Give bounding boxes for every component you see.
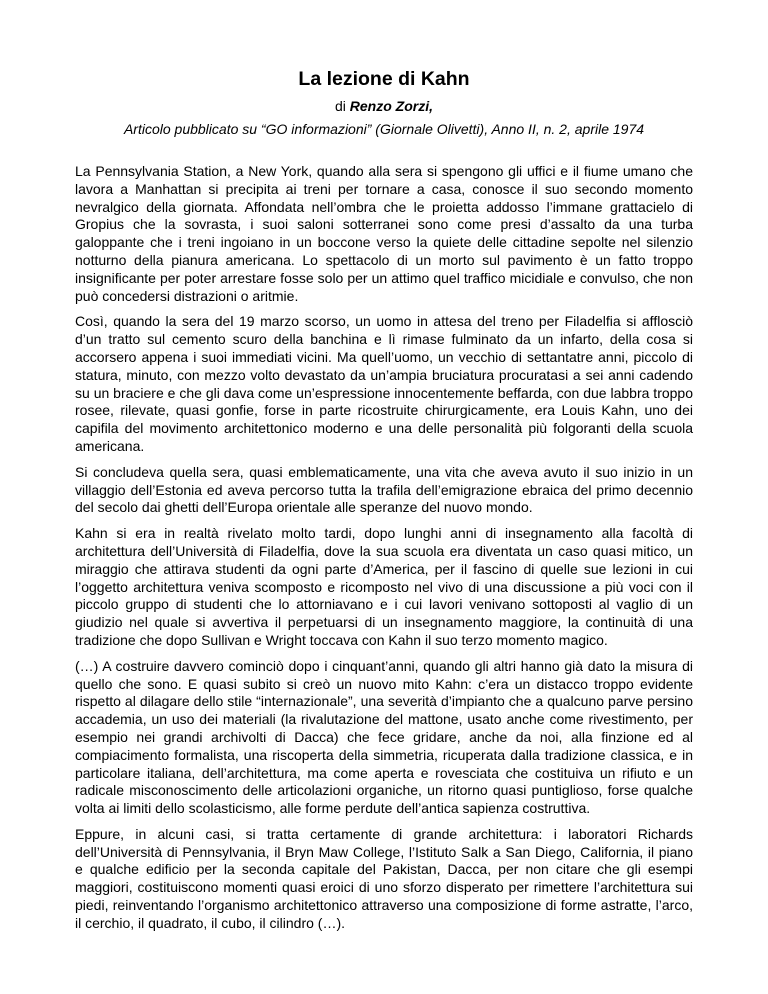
byline-suffix: , — [429, 98, 434, 114]
article-body — [75, 163, 693, 933]
paragraph-6: Eppure, in alcuni casi, si tratta certamente di grande architettura: i laboratori Richards dell’Università di Pennsylvania, il Bryn Maw College, l’Istituto Salk a San Diego, California, il piano e qualche edificio per la seconda capitale del Pakistan, Dacca, per non citare che gli esempi maggiori, costituiscono momenti quasi eroici di uno sforzo disperato per rimettere l’architettura sui piedi, reinventando l’organismo architettonico attraverso una composizione di forme astratte, l’arco, il cerchio, il quadrato, il cubo, il cilindro (…). — [75, 825, 693, 931]
paragraph-3: Si concludeva quella sera, quasi emblematicamente, una vita che aveva avuto il suo inizio in un villaggio dell’Estonia ed aveva percorso tutta la trafila dell’emigrazione ebraica del primo decennio del secolo dai ghetti dell’Europa orientale alle speranze del nuovo mondo. — [75, 463, 693, 516]
publication-source: Articolo pubblicato su “GO informazioni” (Giornale Olivetti), Anno II, n. 2, aprile 1974 — [123, 121, 645, 137]
byline — [75, 97, 693, 115]
paragraph-1: La Pennsylvania Station, a New York, quando alla sera si spengono gli uffici e il fiume umano che lavora a Manhattan si precipita ai treni per tornare a casa, conosce il suo secondo momento nevralgico della giornata. Affondata nell’ombra che le proietta addosso l’immane grattacielo di Gropius che la sovrasta, i suoi saloni sotterranei sono come presi d’assalto da una turba galoppante che i treni ingoiano in un boccone verso la quiete delle cittadine sepolte nel silenzio notturno della pianura americana. Lo spettacolo di un morto sul pavimento è un fatto troppo insignificante per poter arrestare fosse solo per un attimo quel traffico micidiale e convulso, che non può concedersi distrazioni o aritmie. — [75, 163, 693, 304]
byline-prefix: di — [334, 98, 350, 114]
paragraph-2: Così, quando la sera del 19 marzo scorso, un uomo in attesa del treno per Filadelfia si afflosciò d’un tratto sul cemento scuro della banchina e lì rimase fulminato da un infarto, della cosa si accorsero appena i suoi immediati vicini. Ma quell’uomo, un vecchio di settantatre anni, piccolo di statura, minuto, con mezzo volto devastato da un’ampia bruciatura procuratasi a sei anni cadendo su un braciere e che gli dava come un’espressione innocentemente beffarda, con due labbra troppo rosee, rilevate, quasi gonfie, forse in parte ricostruite chirurgicamente, era Louis Kahn, uno dei capifila del movimento architettonico moderno e una delle personalità più folgoranti della scuola americana. — [75, 313, 693, 454]
paragraph-4: Kahn si era in realtà rivelato molto tardi, dopo lunghi anni di insegnamento alla facoltà di architettura dell’Università di Filadelfia, dove la sua scuola era diventata un caso quasi mitico, un miraggio che attirava studenti da ogni parte d’America, per il fascino di quelle sue lezioni in cui l’oggetto architettura veniva scomposto e ricomposto nel vivo di una discussione a più voci con il piccolo gruppo di studenti che lo attorniavano e i cui lavori venivano sottoposti al vaglio di un giudizio nel quale si avvertiva il perpetuarsi di un insegnamento maggiore, la continuità di una tradizione che dopo Sullivan e Wright toccava con Kahn il suo terzo momento magico. — [75, 525, 693, 648]
author-name: Renzo Zorzi — [349, 98, 430, 114]
paragraph-5: (…) A costruire davvero cominciò dopo i cinquant’anni, quando gli altri hanno già dato la misura di quello che sono. E quasi subito si creò un nuovo mito Kahn: c’era un distacco troppo evidente rispetto al dilagare dello stile “internazionale”, una severità d’impianto che a qualcuno parve persino accademia, un uso dei materiali (la rivalutazione del mattone, usato anche come rivestimento, per esempio nei grandi archivolti di Dacca) che fece gridare, anche da noi, alla finzione ed al compiacimento formalista, una riscoperta della simmetria, ricuperata dalla tradizione classica, e in particolare italiana, dell’architettura, ma come aperta e rovesciata che costituiva un rifiuto e un radicale misconoscimento delle articolazioni organiche, un ritorno quasi puntiglioso, forse qualche volta ai limiti dello scolasticismo, alle forme perdute dell’antica sapienza costruttiva. — [75, 657, 693, 817]
document-title: La lezione di Kahn — [298, 68, 470, 90]
